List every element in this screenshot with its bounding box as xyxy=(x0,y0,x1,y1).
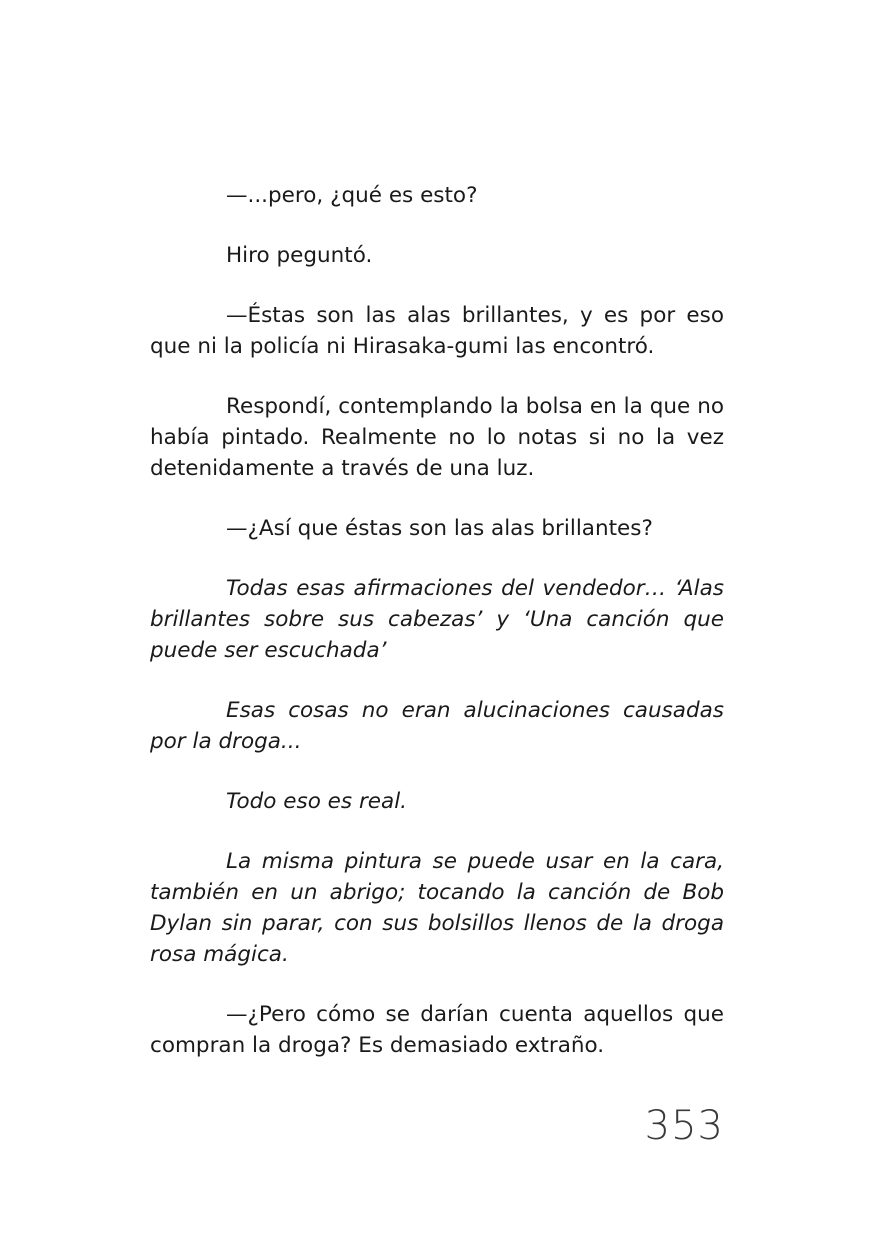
paragraph-italic: La misma pintura se puede usar en la cara, también en un abrigo; tocando la canción de Bob Dylan sin parar, con sus bolsillos llenos de la droga rosa mágica. xyxy=(150,849,724,967)
paragraph-italic: Esas cosas no eran alucinaciones causadas por la droga... xyxy=(150,698,724,754)
paragraph: Respondí, contemplando la bolsa en la que no había pintado. Realmente no lo notas si no la vez detenidamente a través de una luz. xyxy=(150,394,724,481)
paragraph-italic: Todo eso es real. xyxy=(226,789,407,814)
page-number: 353 xyxy=(644,1103,724,1149)
body-text xyxy=(150,180,724,1090)
paragraph-italic: Todas esas afirmaciones del vendedor… ‘Alas brillantes sobre sus cabezas’ y ‘Una canción que puede ser escuchada’ xyxy=(150,576,724,663)
paragraph: —¿Pero cómo se darían cuenta aquellos que compran la droga? Es demasiado extraño. xyxy=(150,1002,724,1058)
paragraph: —¿Así que éstas son las alas brillantes? xyxy=(226,516,653,541)
paragraph: —...pero, ¿qué es esto? xyxy=(226,183,478,208)
paragraph: —Éstas son las alas brillantes, y es por eso que ni la policía ni Hirasaka-gumi las encontró. xyxy=(150,303,724,359)
paragraph: Hiro peguntó. xyxy=(226,243,373,268)
